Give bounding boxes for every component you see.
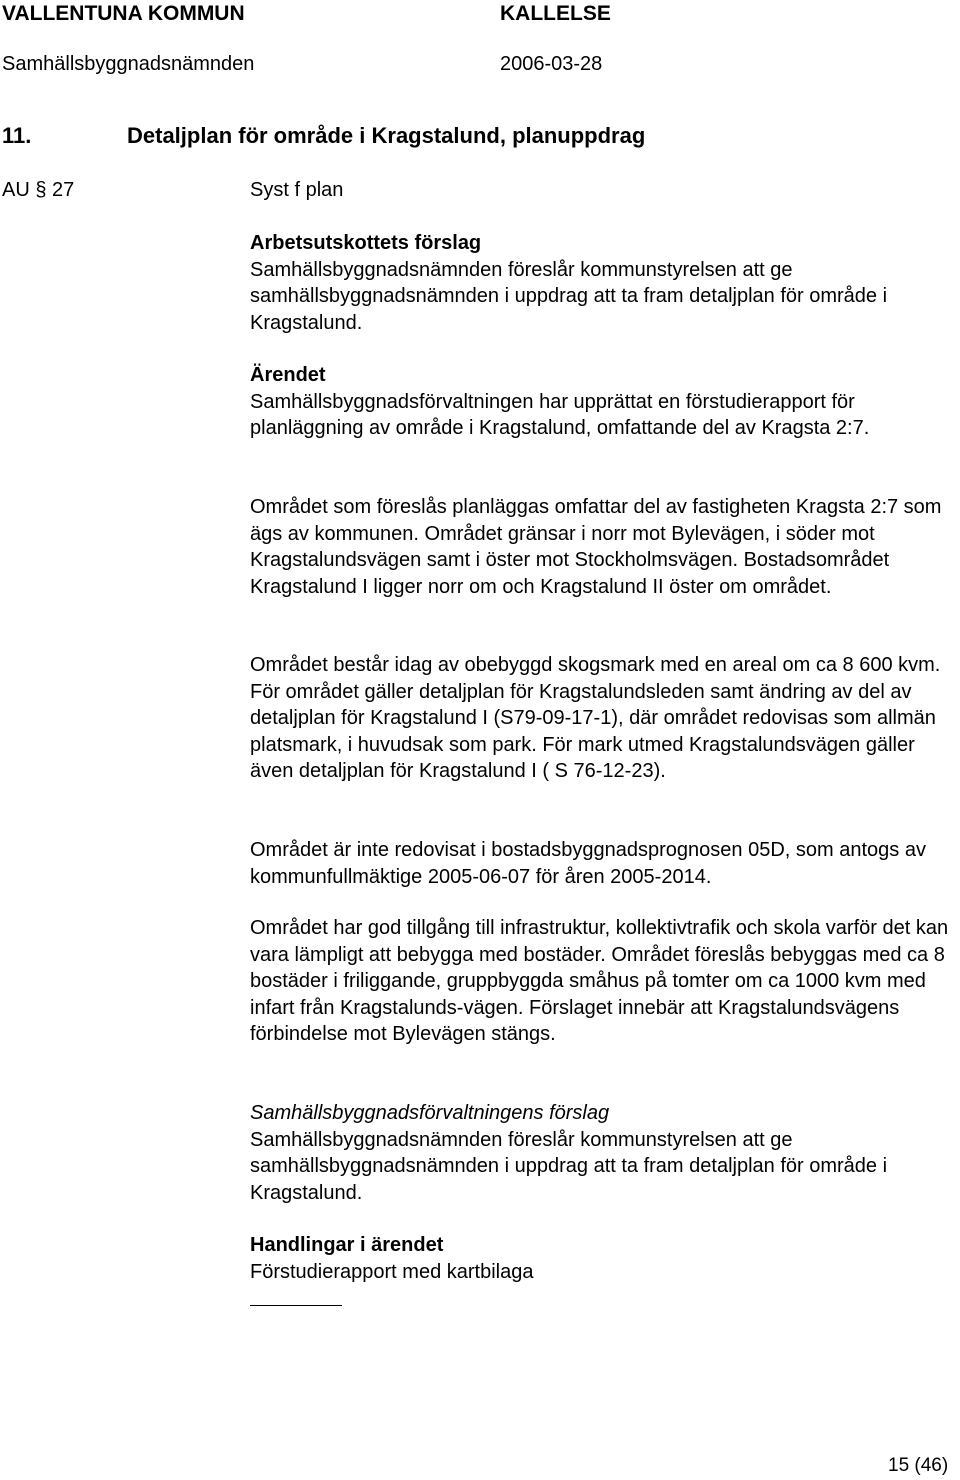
arendet-paragraph-5: Området har god tillgång till infrastruktur, kollektivtrafik och skola varför det kan vara lämpligt att bebygga med bostäder. Området föreslås bebyggas med ca 8 bostäder i friliggande, gruppbyggda småhus på tomter om ca 1000 kvm med infart från Kragstalunds-vägen. Förslaget innebär att Kragstalundsvägens förbindelse mot Bylevägen stängs. (250, 917, 949, 1045)
body-arendet-p5 (250, 915, 956, 1048)
forvaltning-heading: Samhällsbyggnadsförvaltningens förslag (250, 1102, 610, 1124)
arendet-paragraph-2: Området som föreslås planläggas omfattar del av fastigheten Kragsta 2:7 som ägs av kommunen. Området gränsar i norr mot Bylevägen, i söder mot Kragstalundsvägen samt i öster mot Stockholmsvägen. Bostadsområdet Kragstalund I ligger norr om och Kragstalund II öster om området. (250, 496, 942, 598)
arendet-heading: Ärendet (250, 364, 326, 386)
body-arendet-p3 (250, 652, 956, 785)
arendet-paragraph-4: Området är inte redovisat i bostadsbyggnadsprognosen 05D, som antogs av kommunfullmäktige 2005-06-07 för åren 2005-2014. (250, 839, 926, 888)
body-au-section (250, 230, 956, 336)
au-text: Samhällsbyggnadsnämnden föreslår kommunstyrelsen att ge samhällsbyggnadsnämnden i uppdrag att ta fram detaljplan för område i Kragstalund. (250, 258, 888, 334)
body-forvaltning-section (250, 1100, 956, 1206)
au-heading: Arbetsutskottets förslag (250, 232, 482, 254)
item-number: 11. (2, 123, 32, 148)
committee-name: Samhällsbyggnadsnämnden (2, 53, 255, 75)
forvaltning-text: Samhällsbyggnadsnämnden föreslår kommunstyrelsen att ge samhällsbyggnadsnämnden i uppdrag att ta fram detaljplan för område i Kragstalund. (250, 1128, 888, 1204)
au-reference: AU § 27 (2, 179, 75, 201)
handlingar-text: Förstudierapport med kartbilaga (250, 1260, 534, 1283)
organization-name: VALLENTUNA KOMMUN (2, 2, 245, 25)
body-arendet-p2 (250, 494, 956, 600)
arendet-paragraph-1: Samhällsbyggnadsförvaltningen har upprättat en förstudierapport för planläggning av område i Kragstalund, omfattande del av Kragsta 2:7. (250, 390, 870, 439)
body-arendet-section (250, 362, 956, 442)
body-arendet-p4 (250, 837, 956, 890)
arendet-paragraph-3: Området består idag av obebyggd skogsmark med en areal om ca 8 600 kvm. För området gäller detaljplan för Kragstalundsleden samt ändring av del av detaljplan för Kragstalund I (S79-09-17-1), där området redovisas som allmän platsmark, i huvudsak som park. För mark utmed Kragstalundsvägen gäller även detaljplan för Kragstalund I ( S 76-12-23). (250, 654, 941, 782)
page-number: 15 (46) (888, 1455, 949, 1476)
item-title: Detaljplan för område i Kragstalund, planuppdrag (127, 123, 646, 148)
document-type: KALLELSE (500, 2, 611, 25)
reference-note: Syst f plan (250, 179, 344, 201)
handlingar-heading: Handlingar i ärendet (250, 1234, 444, 1256)
meeting-date: 2006-03-28 (500, 53, 603, 75)
body-handlingar-section (250, 1232, 956, 1285)
end-rule-divider (250, 1305, 342, 1306)
